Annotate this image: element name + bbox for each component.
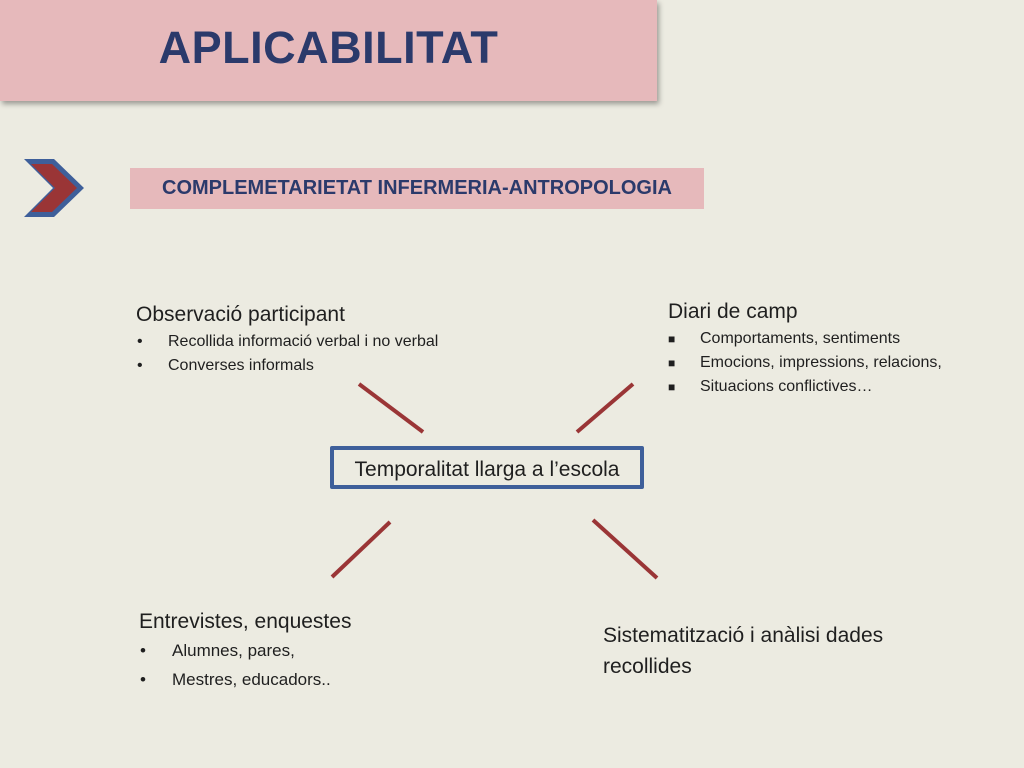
list-item: • Mestres, educadors.. bbox=[139, 665, 331, 694]
bullet: • bbox=[137, 357, 143, 374]
diari-heading: Diari de camp bbox=[668, 300, 798, 323]
subtitle-box bbox=[130, 168, 704, 209]
observacio-list bbox=[136, 330, 438, 378]
list-item: • Recollida informació verbal i no verbal bbox=[136, 330, 438, 354]
connector-top-left bbox=[359, 384, 423, 432]
bullet: ■ bbox=[668, 356, 676, 370]
center-node bbox=[330, 446, 644, 489]
connector-bottom-right bbox=[593, 520, 657, 578]
connector-top-right bbox=[577, 384, 633, 432]
bullet: ■ bbox=[668, 332, 676, 346]
subtitle: COMPLEMETARIETAT INFERMERIA-ANTROPOLOGIA bbox=[162, 177, 672, 199]
observacio-heading: Observació participant bbox=[136, 303, 345, 326]
connector-bottom-left bbox=[332, 522, 390, 577]
entrevistes-heading: Entrevistes, enquestes bbox=[139, 610, 352, 633]
list-item: ■ Comportaments, sentiments bbox=[668, 327, 942, 351]
diari-list bbox=[668, 327, 942, 399]
list-item: • Alumnes, pares, bbox=[139, 636, 331, 665]
entrevistes-list bbox=[139, 636, 331, 694]
bullet: • bbox=[140, 641, 146, 660]
page-title: APLICABILITAT bbox=[158, 22, 499, 73]
bullet: ■ bbox=[668, 380, 676, 394]
sistematitzacio-heading: Sistematització i anàlisi dades recollides bbox=[603, 624, 884, 678]
center-node-label: Temporalitat llarga a l’escola bbox=[354, 458, 620, 481]
bullet: • bbox=[137, 333, 143, 350]
title-banner bbox=[0, 0, 657, 101]
bullet: • bbox=[140, 670, 146, 689]
chevron-right-icon bbox=[22, 157, 86, 219]
list-item: • Converses informals bbox=[136, 354, 438, 378]
list-item: ■ Situacions conflictives… bbox=[668, 375, 942, 399]
list-item: ■ Emocions, impressions, relacions, bbox=[668, 351, 942, 375]
